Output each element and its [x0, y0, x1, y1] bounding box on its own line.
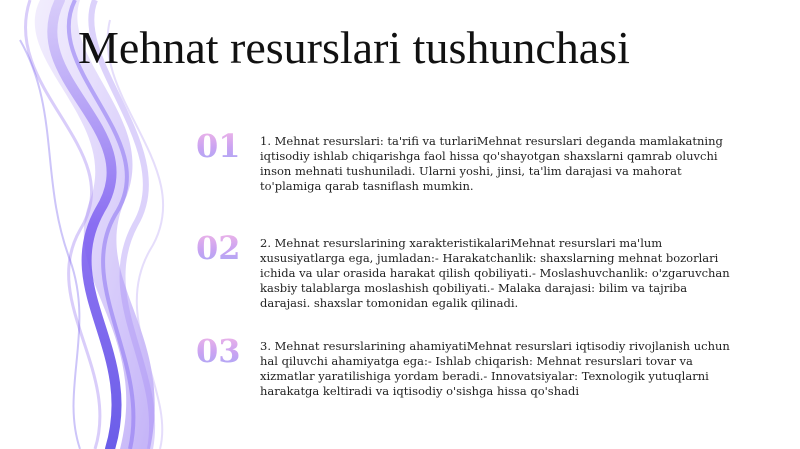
item-number: 03 — [196, 333, 256, 369]
slide-title: Mehnat resurslari tushunchasi — [78, 22, 630, 73]
item-text: 3. Mehnat resurslarining ahamiyatiMehnat resurslari iqtisodiy rivojlanish uchun hal qiluvchi ahamiyatga ega:- Ishlab chiqarish: Mehnat resurslari tovar va xizmatlar yaratilishiga yordam beradi.- Innovatsiyalar: Texnologik yutuqlarni harakatga keltiradi va iqtisodiy o'sishga hissa qo'shadi — [260, 339, 730, 398]
item-text: 2. Mehnat resurslarining xarakteristikalariMehnat resurslari ma'lum xususiyatlarga ega, jumladan:- Harakatchanlik: shaxslarning mehnat bozorlari ichida va ular orasida harakat qilish qobiliyati.- Moslashuvchanlik: o'zgaruvchan kasbiy talablarga moslashish qobiliyati.- Malaka darajasi: bilim va tajriba darajasi. shaxslar tomonidan egalik qilinadi. — [260, 236, 730, 310]
item-text: 1. Mehnat resurslari: ta'rifi va turlariMehnat resurslari deganda mamlakatning iqtisodiy ishlab chiqarishga faol hissa qo'shayotgan shaxslarni qamrab oluvchi inson mehnati tushuniladi. Ularni yoshi, jinsi, ta'lim darajasi va mahorat to'plamiga qarab tasniflash mumkin. — [260, 134, 723, 193]
item-number: 02 — [196, 230, 256, 266]
item-number: 01 — [196, 128, 256, 164]
